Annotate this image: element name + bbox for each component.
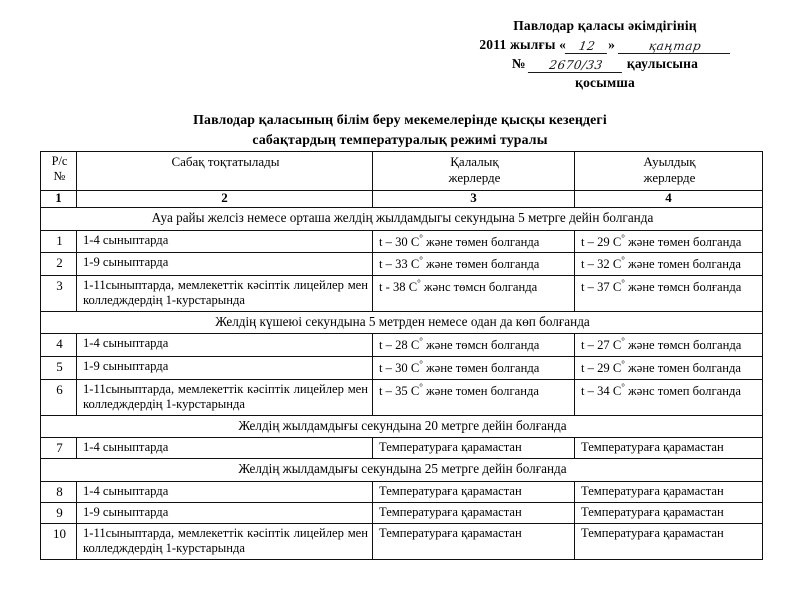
row-city-value: t – 30 C° және төмен болганда <box>373 357 575 380</box>
approval-month-handwritten: қаңтар <box>618 40 732 54</box>
row-rural-value: t – 37 C° және төмсн болғанда <box>575 276 763 311</box>
degree-sign: ° <box>621 278 625 289</box>
row-rural-value: Температураға қарамастан <box>575 503 763 524</box>
column-header-description: Сабақ тоқтатылады <box>77 152 373 191</box>
row-city-value: Температураға қарамастан <box>373 503 575 524</box>
approval-date-mid: » <box>608 37 616 53</box>
column-number-3: 3 <box>373 190 575 208</box>
approval-number-line <box>430 54 780 73</box>
row-rural-value: t – 29 C° және төмен болганда <box>575 230 763 253</box>
section-heading: Желдің жылдамдығы секундына 20 метрге дейін болғанда <box>41 415 763 438</box>
row-number: 2 <box>41 253 77 276</box>
column-header-city <box>373 152 575 191</box>
row-number: 4 <box>41 334 77 357</box>
approval-appendix-label: қосымша <box>575 75 635 91</box>
column-number-2: 2 <box>77 190 373 208</box>
table-row <box>41 481 763 502</box>
column-header-rural-line-2: жерлерде <box>643 170 696 186</box>
approval-number-suffix: қаулысына <box>626 56 699 72</box>
row-number: 6 <box>41 380 77 415</box>
column-number-row <box>41 190 763 208</box>
table-row <box>41 357 763 380</box>
table-body <box>41 208 763 560</box>
column-header-number-text: Р/с № <box>51 154 68 183</box>
page-title-line-2: сабақтардың температуралық режимі туралы <box>252 132 548 148</box>
degree-sign: ° <box>621 232 625 243</box>
row-description: 1-4 сыныптарда <box>77 230 373 253</box>
table-header <box>41 152 763 208</box>
row-number: 9 <box>41 503 77 524</box>
page-title <box>60 110 740 150</box>
degree-sign: ° <box>419 359 423 370</box>
table-row <box>41 438 763 459</box>
table-header-row <box>41 152 763 191</box>
section-heading-row <box>41 459 763 482</box>
degree-sign: ° <box>417 278 421 289</box>
degree-sign: ° <box>419 336 423 347</box>
degree-sign: ° <box>621 359 625 370</box>
row-number: 3 <box>41 276 77 311</box>
row-description: 1-11сыныптарда, мемлекеттік кәсіптік лицейлер мен колледждердің 1-курстарында <box>77 524 373 559</box>
section-heading-row <box>41 415 763 438</box>
row-rural-value: t – 29 C° және томен болганда <box>575 357 763 380</box>
table-row <box>41 334 763 357</box>
row-city-value: t – 33 C° және төмен болганда <box>373 253 575 276</box>
row-rural-value: Температураға қарамастан <box>575 481 763 502</box>
temperature-regime-table-wrapper <box>40 151 762 560</box>
row-rural-value: Температураға қарамастан <box>575 524 763 559</box>
row-number: 5 <box>41 357 77 380</box>
row-city-value: Температураға қарамастан <box>373 524 575 559</box>
row-rural-value: t – 27 C° және төмсн болганда <box>575 334 763 357</box>
degree-sign: ° <box>621 382 625 393</box>
row-description: 1-9 сыныптарда <box>77 503 373 524</box>
table-row <box>41 230 763 253</box>
row-description: 1-4 сыныптарда <box>77 481 373 502</box>
row-city-value: Температураға қарамастан <box>373 481 575 502</box>
section-heading: Ауа райы желсіз немесе орташа желдің жылдамдыгы секундына 5 метрге дейін болганда <box>41 208 763 231</box>
approval-number-handwritten: 2670/33 <box>528 59 624 73</box>
table-row <box>41 380 763 415</box>
section-heading-row <box>41 208 763 231</box>
column-number-1: 1 <box>41 190 77 208</box>
degree-sign: ° <box>419 382 423 393</box>
row-description: 1-9 сыныптарда <box>77 253 373 276</box>
approval-date-line <box>430 35 780 54</box>
row-number: 1 <box>41 230 77 253</box>
column-header-rural <box>575 152 763 191</box>
degree-sign: ° <box>621 336 625 347</box>
degree-sign: ° <box>419 232 423 243</box>
section-heading-row <box>41 311 763 334</box>
row-city-value: t – 35 C° және томен болганда <box>373 380 575 415</box>
section-heading: Желдің жылдамдығы секундына 25 метрге дейін болғанда <box>41 459 763 482</box>
row-rural-value: Температураға қарамастан <box>575 438 763 459</box>
column-header-city-line-2: жерлерде <box>448 170 501 186</box>
row-number: 8 <box>41 481 77 502</box>
row-description: 1-4 сыныптарда <box>77 334 373 357</box>
column-number-4: 4 <box>575 190 763 208</box>
column-header-number <box>41 152 77 191</box>
table-row <box>41 524 763 559</box>
approval-number-prefix: № <box>511 56 526 72</box>
approval-block <box>430 16 780 93</box>
section-heading: Желдің күшеюі секундына 5 метрден немесе одан да көп болғанда <box>41 311 763 334</box>
row-description: 1-11сыныптарда, мемлекеттік кәсіптік лицейлер мен колледждердің 1-курстарында <box>77 380 373 415</box>
row-number: 10 <box>41 524 77 559</box>
row-rural-value: t – 34 C° жәнс томеп болганда <box>575 380 763 415</box>
table-row <box>41 276 763 311</box>
approval-authority: Павлодар қаласы әкімдігінің <box>513 18 697 33</box>
degree-sign: ° <box>419 255 423 266</box>
row-description: 1-4 сыныптарда <box>77 438 373 459</box>
row-description: 1-9 сыныптарда <box>77 357 373 380</box>
row-city-value: t – 28 C° және төмсн болганда <box>373 334 575 357</box>
row-city-value: Температураға қарамастан <box>373 438 575 459</box>
table-row <box>41 253 763 276</box>
row-rural-value: t – 32 C° және томен болганда <box>575 253 763 276</box>
approval-date-prefix: 2011 жылғы « <box>479 37 567 53</box>
row-number: 7 <box>41 438 77 459</box>
column-header-city-line-1: Қалалық <box>450 154 499 169</box>
degree-sign: ° <box>621 255 625 266</box>
row-city-value: t - 38 C° жәнс төмсн болганда <box>373 276 575 311</box>
row-description: 1-11сыныптарда, мемлекеттік кәсіптік лицейлер мен колледждердің 1-курстарында <box>77 276 373 311</box>
page-title-line-1: Павлодар қаласының білім беру мекемелерінде қысқы кезеңдегі <box>193 112 607 127</box>
approval-day-handwritten: 12 <box>565 40 609 54</box>
row-city-value: t – 30 C° және төмен болганда <box>373 230 575 253</box>
column-header-rural-line-1: Ауылдық <box>643 154 696 169</box>
temperature-regime-table <box>40 151 763 560</box>
table-row <box>41 503 763 524</box>
